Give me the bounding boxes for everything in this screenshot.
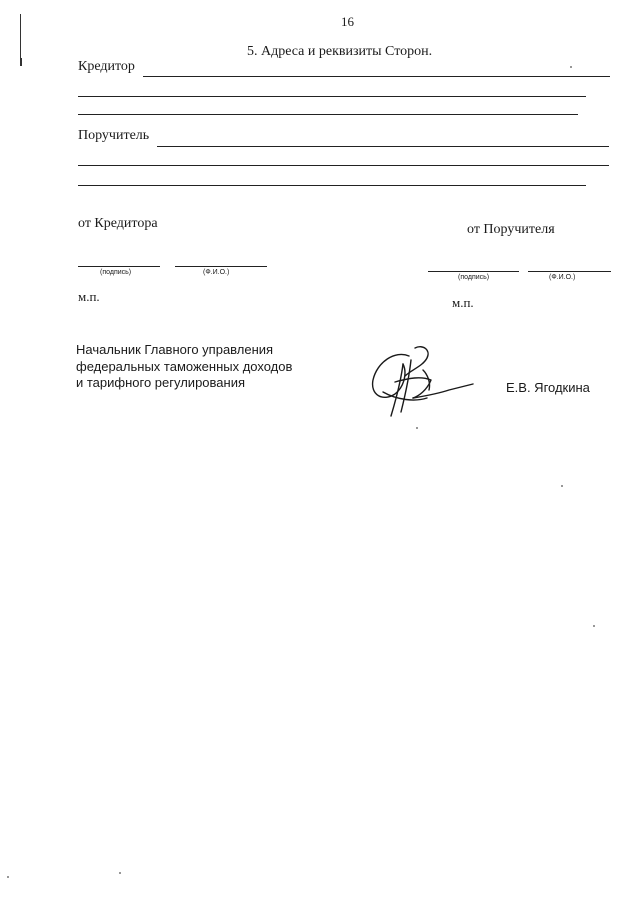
from-guarantor-label: от Поручителя <box>467 222 555 237</box>
creditor-signature-line <box>78 266 160 267</box>
left-margin-mark <box>20 14 21 62</box>
guarantor-signature-caption: (подпись) <box>458 274 490 281</box>
scan-speck <box>119 872 121 874</box>
guarantor-line-2 <box>78 165 609 166</box>
guarantor-signature-line <box>428 271 519 272</box>
guarantor-line-1 <box>157 146 609 147</box>
guarantor-stamp-place: м.п. <box>452 295 474 310</box>
creditor-label: Кредитор <box>78 59 135 74</box>
page-number: 16 <box>341 14 354 29</box>
creditor-name-caption: (Ф.И.О.) <box>203 269 230 276</box>
creditor-name-line <box>175 266 267 267</box>
creditor-line-3 <box>78 114 578 115</box>
creditor-line-2 <box>78 96 586 97</box>
creditor-signature-caption: (подпись) <box>100 269 132 276</box>
official-title-line-1: Начальник Главного управления <box>76 342 274 357</box>
scan-speck <box>570 66 572 68</box>
from-creditor-label: от Кредитора <box>78 216 158 231</box>
left-margin-mark-short <box>20 58 22 66</box>
guarantor-line-3 <box>78 185 586 186</box>
official-name: Е.В. Ягодкина <box>506 380 590 395</box>
scan-speck <box>593 625 595 627</box>
scan-speck <box>416 427 418 429</box>
guarantor-label: Поручитель <box>78 128 150 143</box>
section-title: 5. Адреса и реквизиты Сторон. <box>247 44 433 59</box>
official-title-line-2: федеральных таможенных доходов <box>76 359 293 374</box>
handwritten-signature <box>365 340 480 425</box>
scan-speck <box>7 876 9 878</box>
creditor-line-1 <box>143 76 610 77</box>
guarantor-name-caption: (Ф.И.О.) <box>549 274 576 281</box>
guarantor-name-line <box>528 271 611 272</box>
creditor-stamp-place: м.п. <box>78 289 100 304</box>
official-title-line-3: и тарифного регулирования <box>76 375 245 390</box>
scan-speck <box>561 485 563 487</box>
